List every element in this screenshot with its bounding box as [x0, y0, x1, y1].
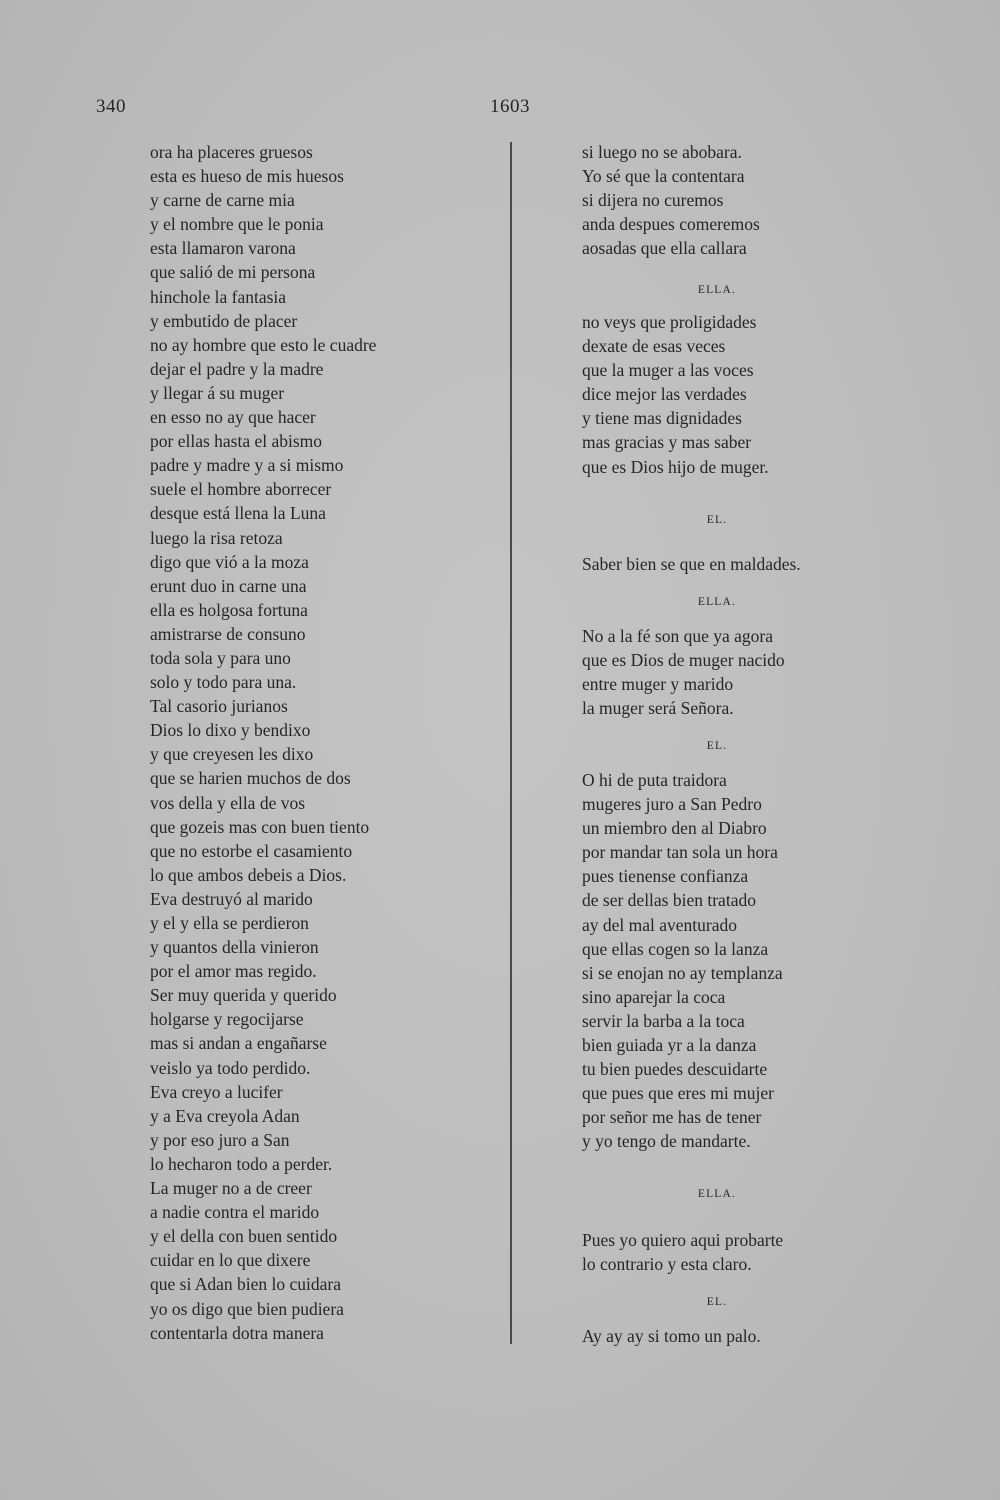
verse-line: Dios lo dixo y bendixo	[150, 720, 311, 741]
verse-block-3	[582, 552, 801, 576]
verse-line: solo y todo para una.	[150, 672, 297, 693]
verse-line: si luego no se abobara.	[582, 142, 742, 162]
verse-line: no veys que proligidades	[582, 312, 757, 332]
verse-line: vos della y ella de vos	[150, 792, 306, 813]
speaker-label: ELLA.	[697, 596, 737, 608]
verse-line: ella es holgosa fortuna	[150, 599, 308, 620]
verse-line: y el y ella se perdieron	[150, 913, 309, 933]
verse-line: que se harien muchos de dos	[150, 768, 351, 789]
verse-line: de ser dellas bien tratado	[582, 890, 756, 911]
verse-line: anda despues comeremos	[582, 214, 760, 235]
verse-line: padre y madre y a si mismo	[150, 455, 344, 476]
verse-line: holgarse y regocijarse	[150, 1009, 304, 1030]
verse-line: dice mejor las verdades	[582, 384, 747, 405]
verse-line: y el nombre que le ponia	[150, 214, 324, 235]
verse-line: suele el hombre aborrecer	[150, 479, 332, 500]
verse-line: si dijera no curemos	[582, 190, 724, 211]
verse-line: mas si andan a engañarse	[150, 1033, 327, 1054]
verse-line: por ellas hasta el abismo	[150, 431, 323, 452]
verse-line: amistrarse de consuno	[150, 623, 306, 644]
verse-line: servir la barba a la toca	[582, 1010, 745, 1031]
verse-line: bien guiada yr a la danza	[582, 1035, 757, 1056]
verse-line: dexate de esas veces	[582, 336, 726, 357]
speaker-label: EL.	[706, 514, 728, 526]
verse-line: Pues yo quiero aqui probarte	[582, 1230, 784, 1250]
verse-block-7	[582, 1324, 761, 1348]
page-year-heading: 1603	[490, 96, 530, 117]
verse-line: que salió de mi persona	[150, 262, 316, 283]
verse-line: que la muger a las voces	[582, 360, 754, 381]
verse-line: pues tienense confianza	[582, 866, 749, 887]
page-number: 340	[96, 96, 126, 117]
verse-line: que si Adan bien lo cuidara	[150, 1274, 341, 1295]
verse-line: desque está llena la Luna	[150, 503, 326, 524]
verse-line: esta llamaron varona	[150, 238, 296, 259]
verse-line: No a la fé son que ya agora	[582, 626, 773, 646]
verse-block-1	[582, 140, 760, 260]
verse-line: y el della con buen sentido	[150, 1226, 338, 1247]
verse-line: sino aparejar la coca	[582, 986, 726, 1007]
verse-line: y a Eva creyola Adan	[150, 1105, 300, 1126]
verse-line: Ay ay ay si tomo un palo.	[582, 1326, 761, 1346]
speaker-label: EL.	[706, 740, 728, 752]
verse-line: por el amor mas regido.	[150, 961, 317, 982]
verse-line: hinchole la fantasia	[150, 286, 287, 307]
verse-line: no ay hombre que esto le cuadre	[150, 334, 377, 355]
left-verse-column	[150, 140, 490, 1345]
verse-line: y yo tengo de mandarte.	[582, 1131, 751, 1152]
verse-line: ora ha placeres gruesos	[150, 142, 313, 162]
verse-line: mas gracias y mas saber	[582, 432, 752, 453]
verse-line: y que creyesen les dixo	[150, 744, 314, 765]
verse-line: mugeres juro a San Pedro	[582, 794, 762, 815]
verse-line: veislo ya todo perdido.	[150, 1057, 311, 1078]
verse-block-5	[582, 768, 783, 1154]
verse-line: dejar el padre y la madre	[150, 358, 324, 379]
verse-line: esta es hueso de mis huesos	[150, 166, 344, 187]
verse-line: erunt duo in carne una	[150, 575, 307, 596]
verse-line: Saber bien se que en maldades.	[582, 554, 801, 574]
verse-line: y quantos della vinieron	[150, 937, 319, 958]
verse-line: tu bien puedes descuidarte	[582, 1059, 768, 1080]
verse-line: Yo sé que la contentara	[582, 166, 745, 187]
verse-line: ay del mal aventurado	[582, 914, 738, 935]
verse-line: contentarla dotra manera	[150, 1322, 324, 1343]
verse-line: aosadas que ella callara	[582, 238, 747, 259]
verse-line: que gozeis mas con buen tiento	[150, 816, 370, 837]
verse-line: y tiene mas dignidades	[582, 408, 742, 429]
verse-line: en esso no ay que hacer	[150, 407, 316, 428]
verse-line: cuidar en lo que dixere	[150, 1250, 311, 1271]
verse-line: La muger no a de creer	[150, 1178, 312, 1199]
verse-line: un miembro den al Diabro	[582, 818, 767, 839]
verse-line: digo que vió a la moza	[150, 551, 309, 572]
verse-line: por mandar tan sola un hora	[582, 842, 778, 863]
verse-line: y por eso juro a San	[150, 1129, 290, 1150]
verse-line: a nadie contra el marido	[150, 1202, 320, 1223]
verse-line: y carne de carne mia	[150, 190, 295, 211]
verse-line: toda sola y para uno	[150, 647, 291, 668]
verse-line: Eva destruyó al marido	[150, 888, 313, 909]
verse-line: lo hecharon todo a perder.	[150, 1153, 333, 1174]
verse-line: Ser muy querida y querido	[150, 985, 337, 1006]
verse-block-4	[582, 624, 785, 720]
verse-line: Eva creyo a lucifer	[150, 1081, 283, 1102]
verse-line: que es Dios de muger nacido	[582, 650, 785, 671]
verse-line: luego la risa retoza	[150, 527, 283, 548]
verse-block-6	[582, 1228, 783, 1276]
verse-line: y embutido de placer	[150, 310, 298, 331]
verse-line: entre muger y marido	[582, 674, 734, 695]
verse-line: que ellas cogen so la lanza	[582, 938, 769, 959]
speaker-label: ELLA.	[697, 284, 737, 296]
verse-line: que es Dios hijo de muger.	[582, 456, 769, 477]
speaker-label: EL.	[706, 1296, 728, 1308]
verse-line: la muger será Señora.	[582, 698, 734, 719]
verse-line: y llegar á su muger	[150, 382, 285, 403]
speaker-label: ELLA.	[697, 1188, 737, 1200]
verse-line: O hi de puta traidora	[582, 770, 727, 790]
column-divider	[510, 142, 512, 1344]
verse-line: que pues que eres mi mujer	[582, 1083, 774, 1104]
verse-line: yo os digo que bien pudiera	[150, 1298, 344, 1319]
verse-block-2	[582, 310, 769, 479]
verse-line: Tal casorio jurianos	[150, 696, 288, 717]
verse-line: que no estorbe el casamiento	[150, 840, 353, 861]
verse-line: si se enojan no ay templanza	[582, 962, 783, 983]
verse-line: por señor me has de tener	[582, 1107, 762, 1128]
verse-line: lo que ambos debeis a Dios.	[150, 864, 347, 885]
verse-line: lo contrario y esta claro.	[582, 1254, 752, 1275]
